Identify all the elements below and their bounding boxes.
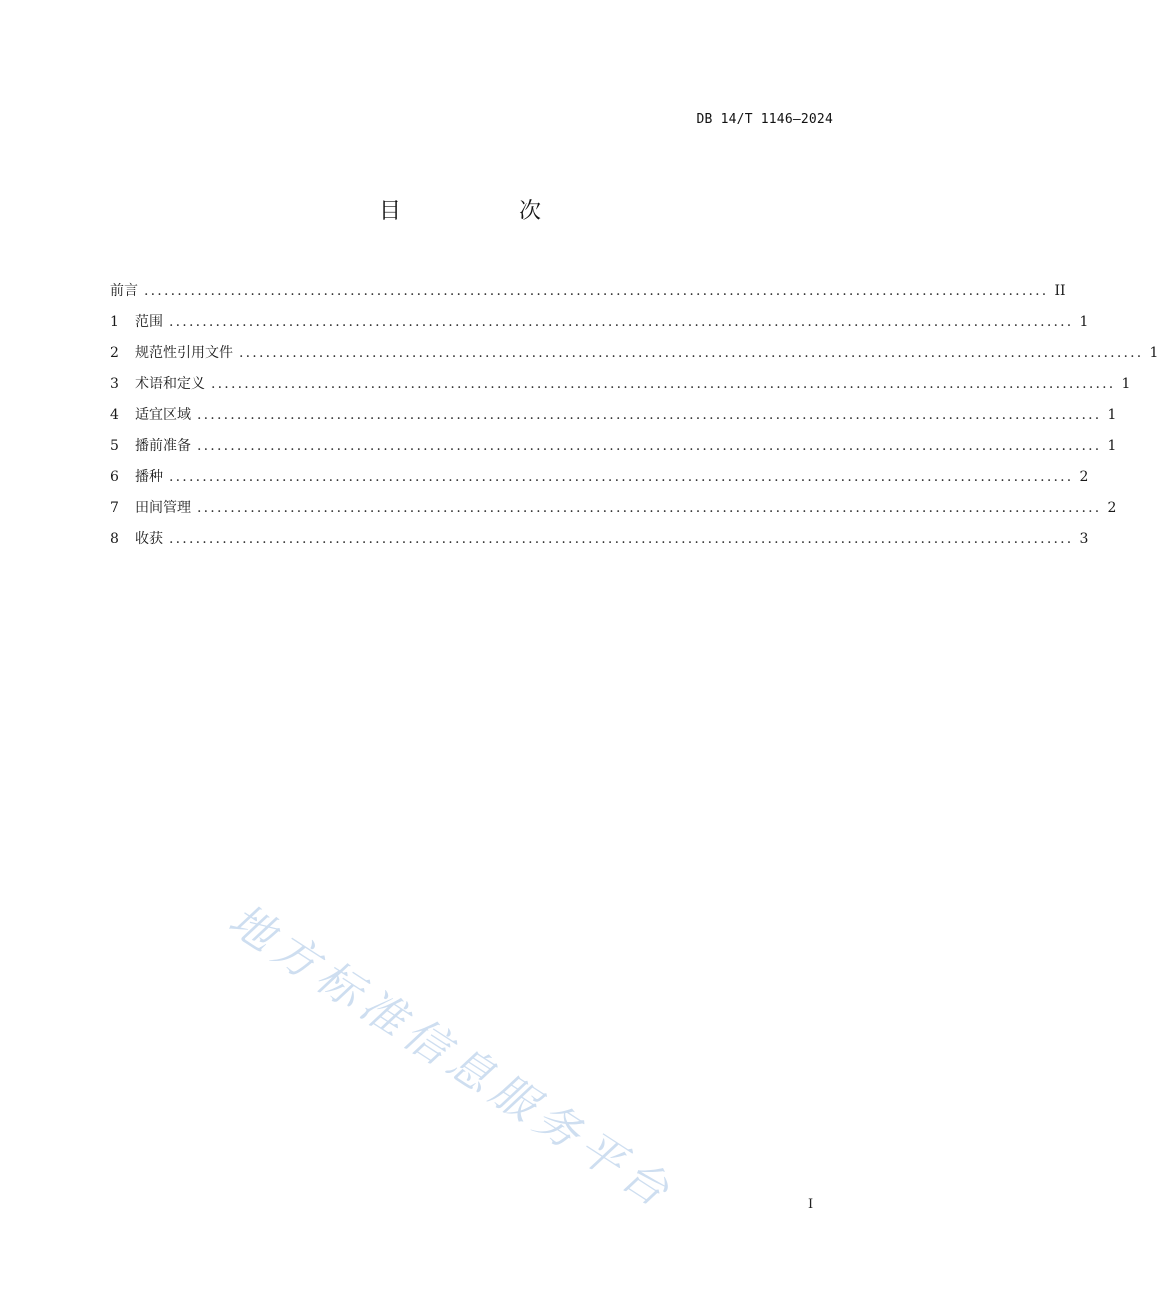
toc-leader-dots: ........................................................................................................................................ bbox=[239, 345, 1144, 361]
toc-entry-number: 7 bbox=[110, 500, 119, 516]
toc-leader-dots: ........................................................................................................................................ bbox=[211, 376, 1116, 392]
toc-entry-label: 范围 bbox=[135, 314, 163, 330]
toc-entry-pre-sowing[interactable] bbox=[110, 434, 1117, 465]
page-title: 目 次 bbox=[378, 199, 589, 224]
toc-leader-dots: ........................................................................................................................................ bbox=[197, 438, 1102, 454]
toc-entry-number: 4 bbox=[110, 407, 119, 423]
document-code: DB 14/T 1146—2024 bbox=[696, 112, 833, 127]
toc-entry-page: 1 bbox=[1121, 376, 1131, 392]
toc-entry-page: 1 bbox=[1149, 345, 1158, 361]
toc-entry-label: 播前准备 bbox=[135, 438, 191, 454]
page-number: I bbox=[808, 1197, 814, 1212]
toc-entry-label: 前言 bbox=[110, 283, 138, 299]
toc-entry-sowing[interactable] bbox=[110, 465, 1089, 496]
toc-entry-page: 1 bbox=[1107, 407, 1117, 423]
toc-entry-page: 1 bbox=[1107, 438, 1117, 454]
toc-leader-dots: ........................................................................................................................................ bbox=[169, 469, 1074, 485]
toc-leader-dots: ........................................................................................................................................ bbox=[197, 407, 1102, 423]
toc-entry-label: 规范性引用文件 bbox=[135, 345, 233, 361]
toc-leader-dots: ........................................................................................................................................ bbox=[197, 500, 1102, 516]
toc-entry-number: 6 bbox=[110, 469, 119, 485]
toc-entry-terms-definitions[interactable] bbox=[110, 372, 1131, 403]
toc-entry-number: 2 bbox=[110, 345, 119, 361]
toc-entry-label: 播种 bbox=[135, 469, 163, 485]
toc-entry-label: 收获 bbox=[135, 531, 163, 547]
toc-entry-label: 适宜区域 bbox=[135, 407, 191, 423]
toc-entry-label: 田间管理 bbox=[135, 500, 191, 516]
toc-entry-page: II bbox=[1054, 283, 1066, 299]
toc-entry-page: 2 bbox=[1079, 469, 1089, 485]
toc-entry-page: 3 bbox=[1079, 531, 1089, 547]
toc-entry-field-management[interactable] bbox=[110, 496, 1117, 527]
toc-leader-dots: ........................................................................................................................................ bbox=[169, 314, 1074, 330]
toc-entry-normative-references[interactable] bbox=[110, 341, 1158, 372]
toc-entry-page: 2 bbox=[1107, 500, 1117, 516]
toc-entry-suitable-region[interactable] bbox=[110, 403, 1117, 434]
toc-entry-number: 5 bbox=[110, 438, 119, 454]
toc-entry-harvest[interactable] bbox=[110, 527, 1089, 558]
watermark-text: 地方标准信息服务平台 bbox=[219, 894, 684, 1221]
toc-entry-page: 1 bbox=[1079, 314, 1089, 330]
toc-entry-number: 3 bbox=[110, 376, 119, 392]
toc-leader-dots: ........................................................................................................................................ bbox=[169, 531, 1074, 547]
table-of-contents bbox=[110, 279, 1158, 558]
toc-entry-label: 术语和定义 bbox=[135, 376, 205, 392]
toc-entry-number: 8 bbox=[110, 531, 119, 547]
toc-entry-number: 1 bbox=[110, 314, 119, 330]
toc-entry-foreword[interactable] bbox=[110, 279, 1066, 310]
toc-entry-scope[interactable] bbox=[110, 310, 1089, 341]
toc-leader-dots: ........................................................................................................................................ bbox=[144, 283, 1049, 299]
